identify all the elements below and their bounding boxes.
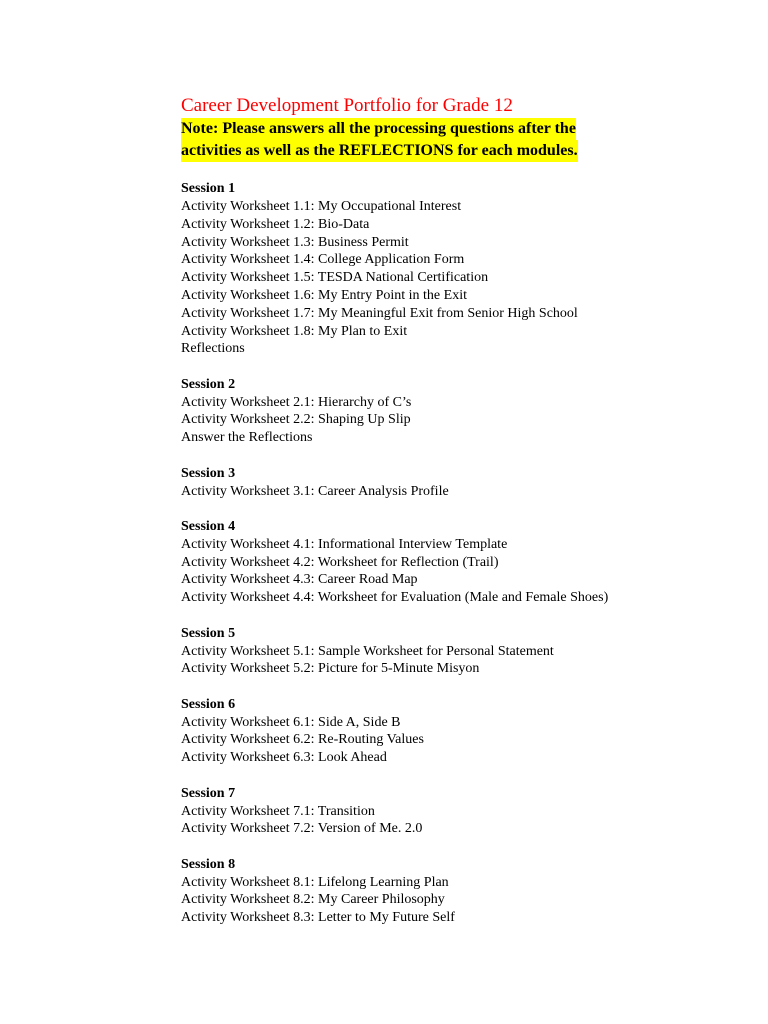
- worksheet-item: Answer the Reflections: [181, 430, 313, 446]
- worksheet-item: Activity Worksheet 2.2: Shaping Up Slip: [181, 412, 411, 428]
- worksheet-item: Activity Worksheet 8.3: Letter to My Future Self: [181, 910, 455, 926]
- session-heading: Session 1: [181, 181, 236, 196]
- worksheet-item: Activity Worksheet 5.1: Sample Worksheet for Personal Statement: [181, 643, 554, 659]
- worksheet-item: Activity Worksheet 8.1: Lifelong Learning Plan: [181, 874, 449, 890]
- worksheet-item: Activity Worksheet 4.3: Career Road Map: [181, 572, 418, 588]
- session-section: [181, 518, 741, 607]
- session-heading: Session 8: [181, 856, 236, 872]
- worksheet-item: Activity Worksheet 1.5: TESDA National Certification: [181, 270, 489, 286]
- session-heading: Session 3: [181, 465, 236, 481]
- worksheet-list: [181, 643, 741, 679]
- note-paragraph: [181, 118, 741, 162]
- worksheet-item: Activity Worksheet 1.7: My Meaningful Exit from Senior High School: [181, 305, 578, 321]
- worksheet-list: [181, 803, 741, 839]
- worksheet-item: Activity Worksheet 4.1: Informational Interview Template: [181, 536, 508, 552]
- worksheet-list: [181, 198, 741, 358]
- session-list: [181, 180, 741, 927]
- worksheet-item: Activity Worksheet 3.1: Career Analysis Profile: [181, 483, 449, 499]
- worksheet-item: Activity Worksheet 1.3: Business Permit: [181, 234, 409, 250]
- worksheet-list: [181, 874, 741, 927]
- worksheet-item: Activity Worksheet 1.1: My Occupational Interest: [181, 199, 462, 214]
- session-heading: Session 2: [181, 376, 236, 392]
- worksheet-item: Activity Worksheet 2.1: Hierarchy of C’s: [181, 394, 412, 410]
- worksheet-item: Activity Worksheet 1.8: My Plan to Exit: [181, 323, 408, 339]
- worksheet-item: Activity Worksheet 6.3: Look Ahead: [181, 750, 387, 766]
- worksheet-item: Activity Worksheet 1.2: Bio-Data: [181, 216, 370, 232]
- session-section: [181, 465, 741, 501]
- worksheet-item: Activity Worksheet 7.1: Transition: [181, 803, 375, 819]
- worksheet-item: Activity Worksheet 1.6: My Entry Point in the Exit: [181, 287, 467, 303]
- note-line: Note: Please answers all the processing questions after the: [181, 118, 576, 140]
- session-heading: Session 5: [181, 625, 236, 641]
- note-line: activities as well as the REFLECTIONS for each modules.: [181, 140, 578, 162]
- worksheet-list: [181, 483, 741, 501]
- worksheet-item: Activity Worksheet 1.4: College Application Form: [181, 252, 465, 268]
- session-section: [181, 376, 741, 447]
- worksheet-item: Activity Worksheet 4.2: Worksheet for Reflection (Trail): [181, 554, 499, 570]
- session-heading: Session 6: [181, 696, 236, 712]
- page-title: Career Development Portfolio for Grade 12: [181, 95, 513, 116]
- session-heading: Session 4: [181, 518, 236, 534]
- session-section: [181, 856, 741, 927]
- session-heading: Session 7: [181, 785, 236, 801]
- worksheet-item: Activity Worksheet 8.2: My Career Philosophy: [181, 892, 445, 908]
- worksheet-item: Activity Worksheet 7.2: Version of Me. 2.0: [181, 821, 423, 837]
- session-section: [181, 180, 741, 358]
- session-section: [181, 696, 741, 767]
- worksheet-list: [181, 536, 741, 607]
- worksheet-item: Reflections: [181, 341, 245, 357]
- worksheet-item: Activity Worksheet 5.2: Picture for 5-Minute Misyon: [181, 661, 480, 677]
- worksheet-list: [181, 714, 741, 767]
- session-section: [181, 625, 741, 679]
- worksheet-item: Activity Worksheet 6.1: Side A, Side B: [181, 714, 401, 730]
- worksheet-item: Activity Worksheet 6.2: Re-Routing Values: [181, 732, 424, 748]
- session-section: [181, 785, 741, 839]
- worksheet-item: Activity Worksheet 4.4: Worksheet for Evaluation (Male and Female Shoes): [181, 590, 609, 606]
- document-page: [181, 94, 741, 945]
- worksheet-list: [181, 394, 741, 447]
